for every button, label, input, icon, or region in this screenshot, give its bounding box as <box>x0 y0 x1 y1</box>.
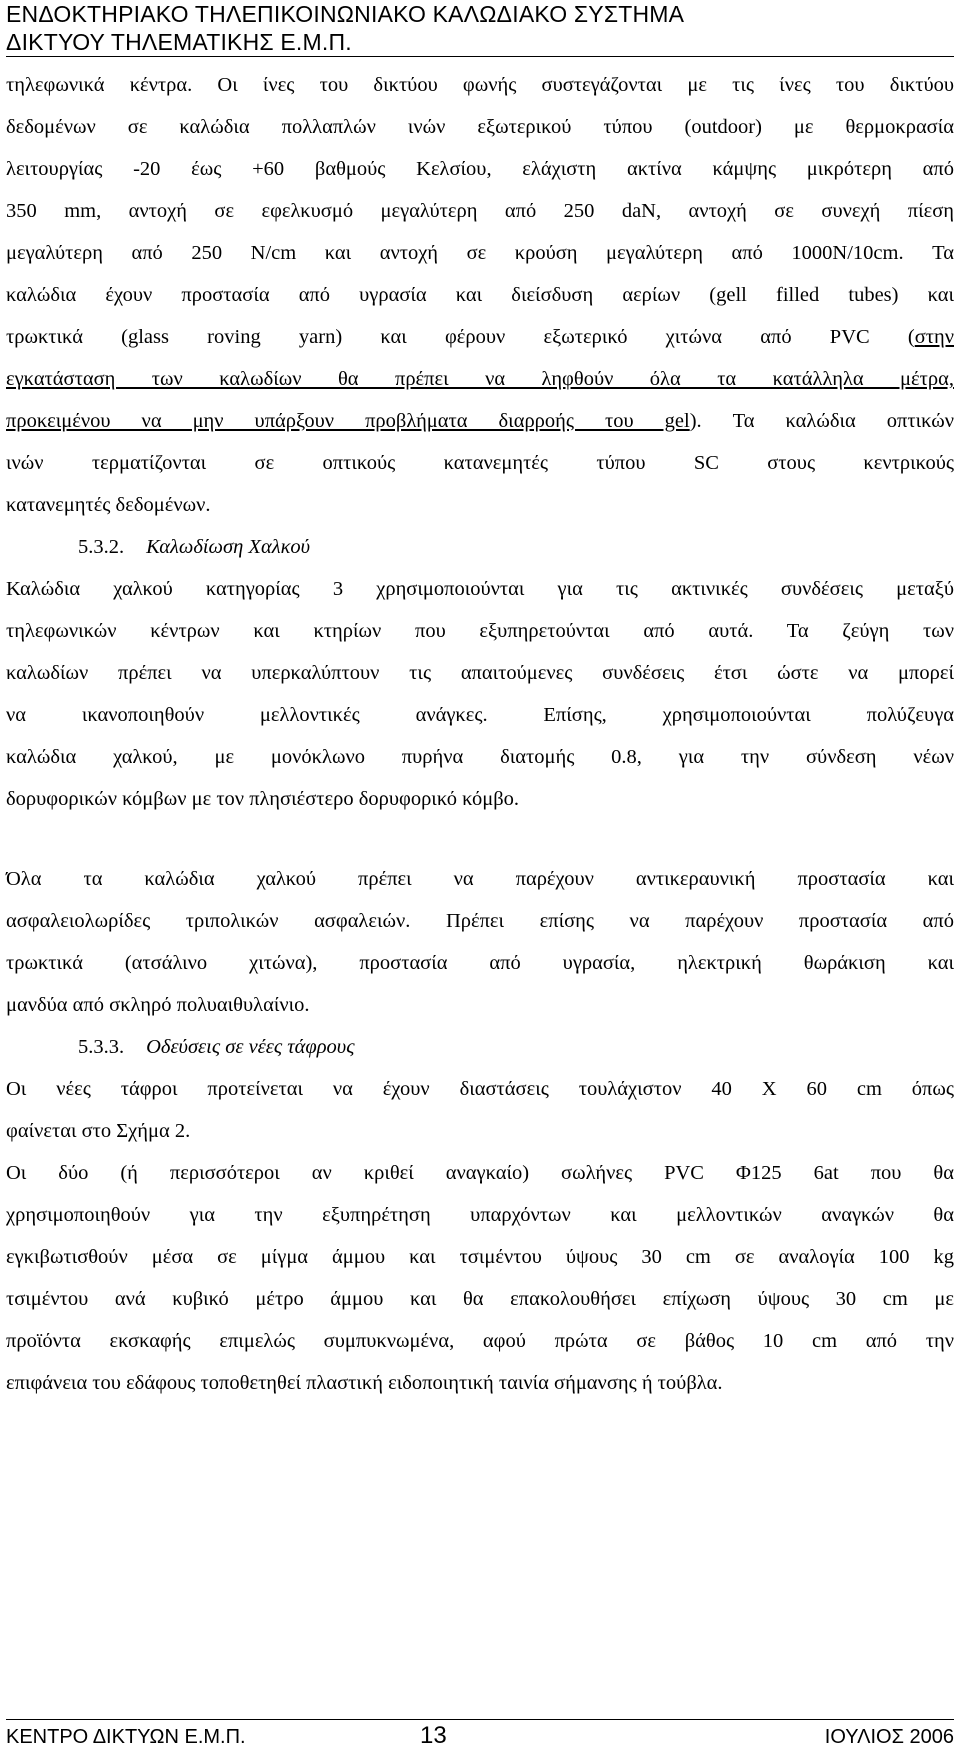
text-segment: ). Τα καλώδια οπτικών <box>689 410 955 432</box>
header-title-line-2: ΔΙΚΤΥΟΥ ΤΗΛΕΜΑΤΙΚΗΣ Ε.Μ.Π. <box>6 29 352 55</box>
section-title: Καλωδίωση Χαλκού <box>146 536 311 558</box>
document-body <box>6 64 954 1404</box>
text-line: καλώδια χαλκού, με μονόκλωνο πυρήνα διατομής 0.8, για την σύνδεση νέων <box>6 746 954 768</box>
paragraph-gap <box>6 820 954 858</box>
text-line: κατανεμητές δεδομένων. <box>6 494 211 516</box>
page-header <box>6 0 954 57</box>
text-line: μανδύα από σκληρό πολυαιθυλαίνιο. <box>6 994 310 1016</box>
footer-date: ΙΟΥΛΙΟΣ 2006 <box>824 1726 954 1748</box>
text-line: Οι δύο (ή περισσότεροι αν κριθεί αναγκαίο) σωλήνες PVC Φ125 6at που θα <box>6 1162 954 1184</box>
text-line: δορυφορικών κόμβων με τον πλησιέστερο δορυφορικό κόμβο. <box>6 788 520 810</box>
page-number: 13 <box>420 1722 447 1749</box>
text-line: μεγαλύτερη από 250 N/cm και αντοχή σε κρούση μεγαλύτερη από 1000N/10cm. Τα <box>6 242 954 264</box>
text-line: Οι νέες τάφροι προτείνεται να έχουν διαστάσεις τουλάχιστον 40 X 60 cm όπως <box>6 1078 954 1100</box>
text-line: επιφάνεια του εδάφους τοποθετηθεί πλαστική ειδοποιητική ταινία σήμανσης ή τούβλα. <box>6 1372 723 1394</box>
text-line: τσιμέντου ανά κυβικό μέτρο άμμου και θα επακολουθήσει επίχωση ύψους 30 cm με <box>6 1288 954 1310</box>
text-line: τρωκτικά (ατσάλινο χιτώνα), προστασία από υγρασία, ηλεκτρική θωράκιση και <box>6 952 954 974</box>
section-heading-5-3-3 <box>6 1026 954 1068</box>
text-line: εγκιβωτισθούν μέσα σε μίγμα άμμου και τσιμέντου ύψους 30 cm σε αναλογία 100 kg <box>6 1246 954 1268</box>
text-segment: τρωκτικά (glass roving yarn) και φέρουν εξωτερικό χιτώνα από PVC ( <box>6 326 915 348</box>
text-line: ασφαλειολωρίδες τριπολικών ασφαλειών. Πρέπει επίσης να παρέχουν προστασία από <box>6 910 954 932</box>
header-title-line-1: ΕΝΔΟΚΤΗΡΙΑΚΟ ΤΗΛΕΠΙΚΟΙΝΩΝΙΑΚΟ ΚΑΛΩΔΙΑΚΟ ΣΥΣΤΗΜΑ <box>6 1 685 27</box>
text-line <box>6 400 954 442</box>
section-title: Οδεύσεις σε νέες τάφρους <box>146 1036 355 1058</box>
page-footer <box>6 1719 954 1754</box>
section-heading-5-3-2 <box>6 526 954 568</box>
text-line: καλώδια έχουν προστασία από υγρασία και διείσδυση αερίων (gell filled tubes) και <box>6 284 954 306</box>
section-number: 5.3.2. <box>78 536 125 558</box>
underlined-text-line: εγκατάσταση των καλωδίων θα πρέπει να ληφθούν όλα τα κατάλληλα μέτρα, <box>6 368 954 390</box>
text-line: τηλεφωνικών κέντρων και κτηρίων που εξυπηρετούνται από αυτά. Τα ζεύγη των <box>6 620 954 642</box>
text-line <box>6 316 954 358</box>
text-line: φαίνεται στο Σχήμα 2. <box>6 1120 191 1142</box>
text-line: προϊόντα εκσκαφής επιμελώς συμπυκνωμένα, αφού πρώτα σε βάθος 10 cm από την <box>6 1330 954 1352</box>
underlined-text: προκειμένου να μην υπάρξουν προβλήματα διαρροής του gel <box>6 410 690 432</box>
text-line: δεδομένων σε καλώδια πολλαπλών ινών εξωτερικού τύπου (outdoor) με θερμοκρασία <box>6 116 954 138</box>
underlined-text: στην <box>914 326 954 348</box>
text-line: χρησιμοποιηθούν για την εξυπηρέτηση υπαρχόντων και μελλοντικών αναγκών θα <box>6 1204 954 1226</box>
text-line: λειτουργίας -20 έως +60 βαθμούς Κελσίου, ελάχιστη ακτίνα κάμψης μικρότερη από <box>6 158 954 180</box>
text-line: Καλώδια χαλκού κατηγορίας 3 χρησιμοποιούνται για τις ακτινικές συνδέσεις μεταξύ <box>6 578 954 600</box>
footer-organization: ΚΕΝΤΡΟ ΔΙΚΤΥΩΝ Ε.Μ.Π. <box>6 1726 246 1748</box>
text-line: Όλα τα καλώδια χαλκού πρέπει να παρέχουν αντικεραυνική προστασία και <box>6 868 954 890</box>
text-line: ινών τερματίζονται σε οπτικούς κατανεμητές τύπου SC στους κεντρικούς <box>6 452 954 474</box>
text-line: να ικανοποιηθούν μελλοντικές ανάγκες. Επίσης, χρησιμοποιούνται πολύζευγα <box>6 704 954 726</box>
text-line: 350 mm, αντοχή σε εφελκυσμό μεγαλύτερη από 250 daN, αντοχή σε συνεχή πίεση <box>6 200 954 222</box>
text-line: καλωδίων πρέπει να υπερκαλύπτουν τις απαιτούμενες συνδέσεις έτσι ώστε να μπορεί <box>6 662 954 684</box>
section-number: 5.3.3. <box>78 1036 125 1058</box>
text-line: τηλεφωνικά κέντρα. Οι ίνες του δικτύου φωνής συστεγάζονται με τις ίνες του δικτύου <box>6 74 954 96</box>
